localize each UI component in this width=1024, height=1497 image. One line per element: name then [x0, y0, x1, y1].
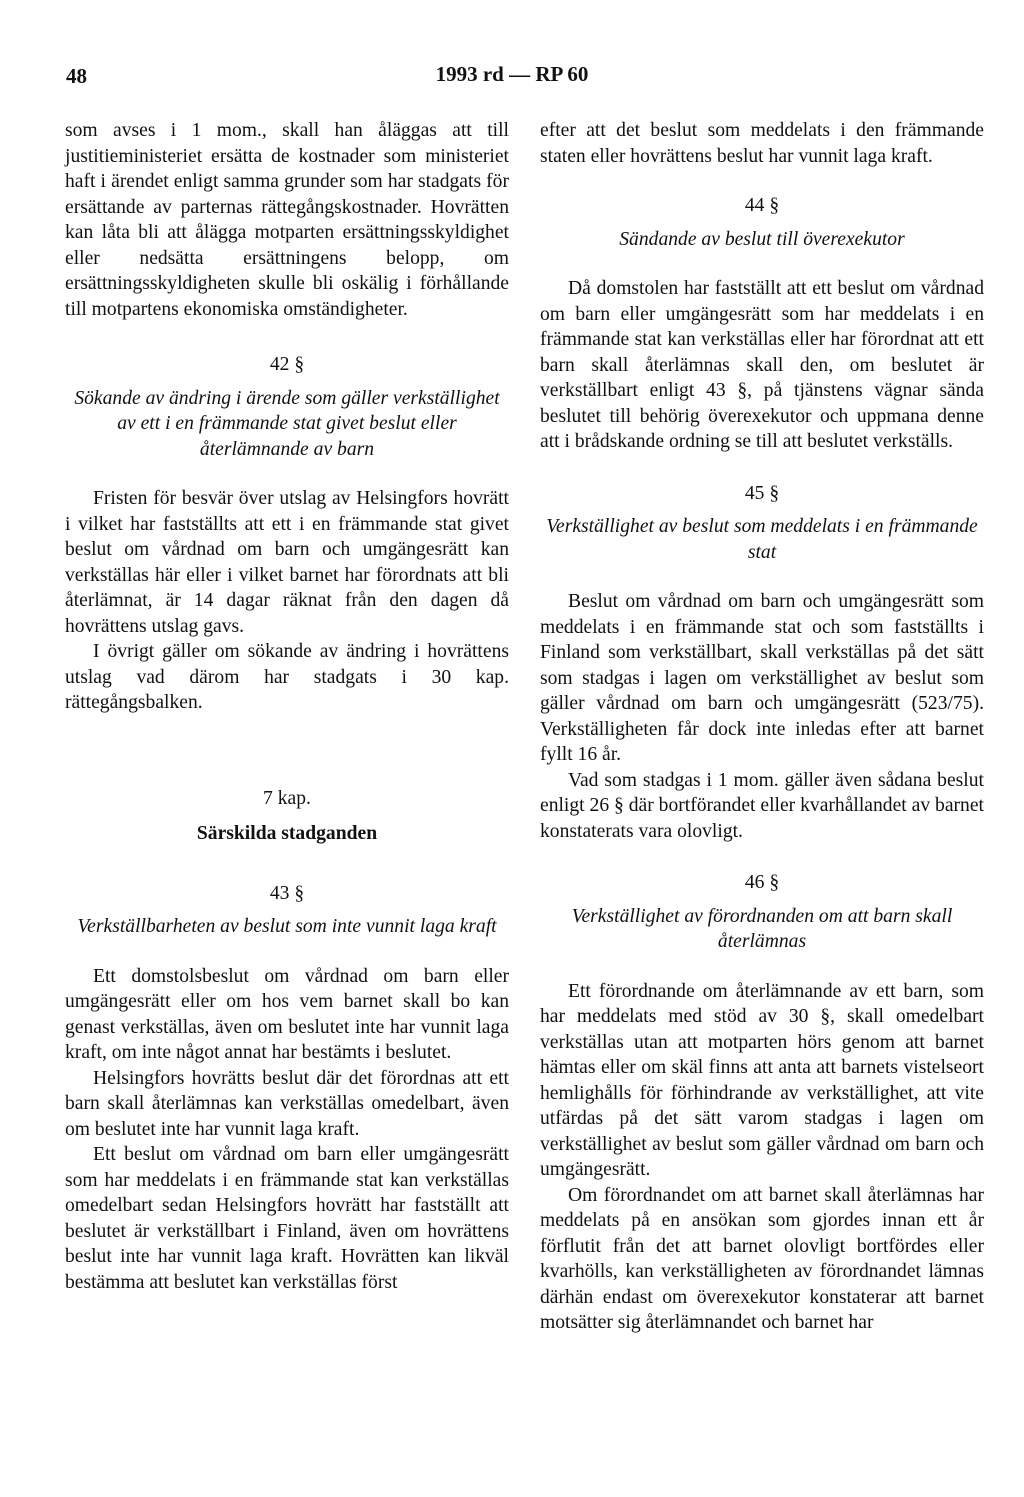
section-45-paragraph-1: Beslut om vårdnad om barn och umgängesrätt som meddelats i en främmande stat och som fastställts i Finland som verkställbart, skall verkställas på det sätt som stadgas i lagen om verkställighet av beslut som gäller vårdnad om barn och umgängesrätt (523/75). Verkställigheten får dock inte inledas efter att barnet fyllt 16 år.	[540, 591, 984, 765]
section-43-paragraph-3: Ett beslut om vårdnad om barn eller umgängesrätt som har meddelats i en främmande stat kan verkställas omedelbart sedan Helsingfors hovrätt har fastställt att beslutet är verkställbart i Finland, även om hovrättens beslut inte har vunnit laga kraft. Hovrätten kan likväl bestämma att beslutet kan verkställas först	[65, 1144, 509, 1293]
section-44-number: 44 §	[744, 195, 780, 216]
section-43-paragraph-2: Helsingfors hovrätts beslut där det förordnas att ett barn skall återlämnas kan verkställas omedelbart, även om beslutet inte har vunnit laga kraft.	[65, 1067, 509, 1140]
section-45-title: Verkställighet av beslut som meddelats i en främmande stat	[546, 516, 978, 563]
section-42-number: 42 §	[269, 354, 305, 375]
section-43-paragraph-1: Ett domstolsbeslut om vårdnad om barn eller umgängesrätt eller om hos vem barnet skall bo kan genast verkställas, även om beslutet inte har vunnit laga kraft, om inte något annat har bestämts i beslutet.	[65, 965, 509, 1063]
section-45-number: 45 §	[744, 482, 780, 504]
page-number: 48	[66, 64, 87, 88]
paragraph-continuation: efter att det beslut som meddelats i den främmande staten eller hovrättens beslut har vunnit laga kraft.	[540, 120, 984, 167]
section-46-paragraph-2: Om förordnandet om att barnet skall återlämnas har meddelats på en ansökan som gjordes innan ett år förflutit från det att barnet olovligt bortfördes eller kvarhölls, kan verkställigheten av förordnandet lämnas därhän endast om överexekutor konstaterar att barnet motsätter sig återlämnandet och barnet har	[540, 1184, 984, 1333]
paragraph-continuation: som avses i 1 mom., skall han åläggas att till justitieministeriet ersätta de kostnader som ministeriet haft i ärendet enligt samma grunder som har stadgats för ersättande av parternas rättegångskostnader. Hovrätten kan låta bli att ålägga motparten ersättningsskyldighet eller nedsätta ersättningens belopp, om ersättningsskyldigheten skulle bli oskälig i förhållande till motpartens ekonomiska omständigheter.	[65, 120, 509, 320]
running-head: 1993 rd — RP 60	[435, 62, 589, 86]
section-46-paragraph-1: Ett förordnande om återlämnande av ett barn, som har meddelats med stöd av 30 §, skall omedelbart verkställas utan att motparten hörs genom att barnet hämtas eller om skäl finns att anta att barnets vistelseort hemlighålls för förhindrande av verkställighet, att vite utfärdas på det sätt varom stadgas i lagen om verkställighet av beslut som gäller vårdnad om barn och umgängesrätt.	[540, 980, 984, 1180]
section-43-title: Verkställbarheten av beslut som inte vunnit laga kraft	[77, 916, 497, 937]
chapter-title: Särskilda stadganden	[196, 823, 378, 844]
section-45-paragraph-2: Vad som stadgas i 1 mom. gäller även sådana beslut enligt 26 § där bortförandet eller kvarhållandet av barnet konstaterats vara olovligt.	[540, 769, 984, 842]
chapter-number: 7 kap.	[263, 787, 311, 809]
section-44-paragraph-1: Då domstolen har fastställt att ett beslut om vårdnad om barn eller umgängesrätt som har meddelats i en främmande stat kan verkställas eller har förordnat att ett barn skall återlämnas skall den, om beslutet är verkställbart enligt 43 §, på tjänstens vägnar sända beslutet till behörig överexekutor och uppmana denne att i brådskande ordning se till att beslutet verkställs.	[540, 278, 984, 452]
section-42-paragraph-1: Fristen för besvär över utslag av Helsingfors hovrätt i vilket har fastställts att ett i en främmande stat givet beslut om vårdnad om barn och umgängesrätt kan verkställas här eller i vilket barnet har förordnats att bli återlämnat, är 14 dagar räknat från den dagen då hovrättens utslag gavs.	[65, 488, 509, 637]
section-43-number: 43 §	[269, 882, 305, 904]
left-column	[65, 118, 509, 1295]
section-42-paragraph-2: I övrigt gäller om sökande av ändring i hovrättens utslag vad därom har stadgats i 30 kap. rättegångsbalken.	[65, 641, 509, 713]
right-column	[540, 118, 984, 1336]
section-44-title: Sändande av beslut till överexekutor	[619, 228, 905, 250]
section-46-title: Verkställighet av förordnanden om att barn skall återlämnas	[571, 905, 953, 952]
section-42-title: Sökande av ändring i ärende som gäller verkställighet av ett i en främmande stat givet beslut eller återlämnande av barn	[74, 387, 500, 460]
section-46-number: 46 §	[744, 872, 780, 893]
